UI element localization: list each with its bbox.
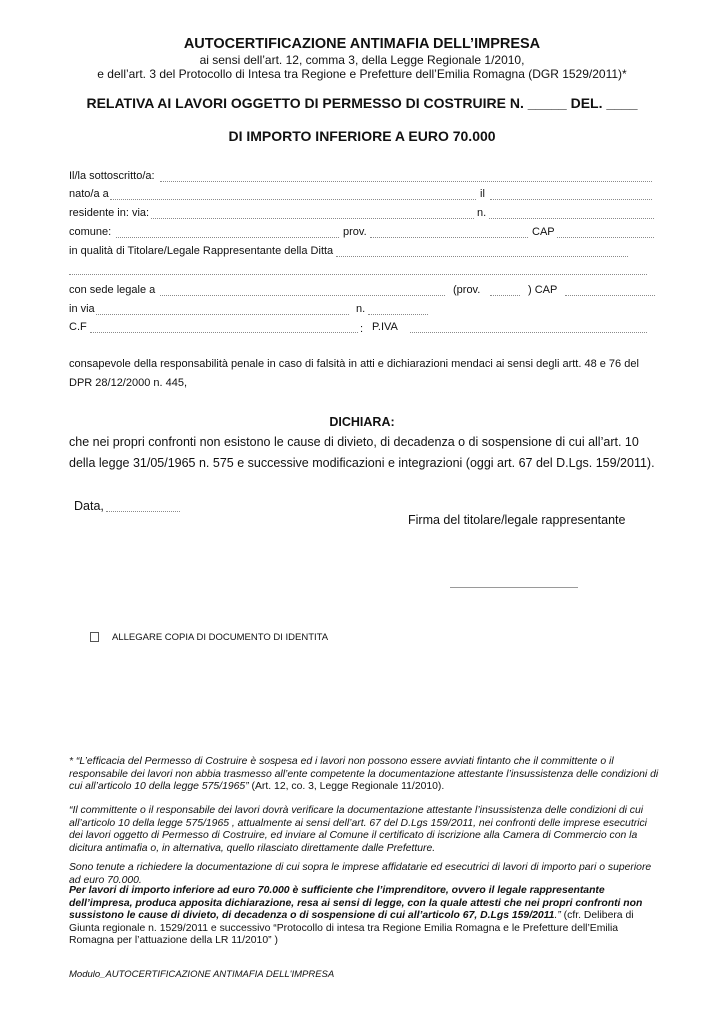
label-cf: C.F	[69, 321, 87, 333]
attachment-checkbox[interactable]	[90, 632, 99, 645]
field-ditta-continued[interactable]	[69, 274, 647, 275]
field-via-sede[interactable]	[96, 314, 349, 315]
field-data[interactable]	[106, 511, 180, 512]
label-qualita: in qualità di Titolare/Legale Rappresentante della Ditta	[69, 245, 334, 257]
note-imprese: Sono tenute a richiedere la documentazione di cui sopra le imprese affidatarie ed esecutrici di lavori di importo pari o superiore ad euro 70.000.	[69, 862, 652, 886]
field-comune[interactable]	[116, 237, 339, 238]
field-luogo-nascita[interactable]	[110, 199, 476, 200]
permit-title: RELATIVA AI LAVORI OGGETTO DI PERMESSO DI COSTRUIRE N. _____ DEL. ____	[86, 95, 638, 111]
attachment-note: ALLEGARE COPIA DI DOCUMENTO DI IDENTITA	[112, 632, 329, 643]
field-data-nascita[interactable]	[490, 199, 652, 200]
field-via-residenza[interactable]	[151, 218, 474, 219]
field-codice-fiscale[interactable]	[90, 332, 358, 333]
label-cap-sede: ) CAP	[528, 284, 558, 296]
label-sottoscritto: Il/la sottoscritto/a:	[69, 170, 155, 182]
field-numero-sede[interactable]	[368, 314, 428, 315]
declaration-heading: DICHIARA:	[329, 415, 395, 429]
legal-reference-2: e dell’art. 3 del Protocollo di Intesa tra Regione e Prefetture dell’Emilia Romagna (DGR 1529/2011)*	[97, 67, 627, 81]
label-piva: P.IVA	[372, 321, 398, 333]
signature-label: Firma del titolare/legale rappresentante	[408, 513, 626, 527]
separator-colon: :	[360, 323, 364, 335]
label-prov: prov.	[343, 226, 367, 238]
field-prov-sede[interactable]	[490, 295, 520, 296]
legal-reference-1: ai sensi dell’art. 12, comma 3, della Legge Regionale 1/2010,	[199, 53, 525, 67]
label-il: il	[480, 188, 485, 200]
label-numero: n.	[477, 207, 487, 219]
note-committente: “Il committente o il responsabile dei lavori dovrà verificare la documentazione attestante l’insussistenza delle condizioni di cui all’articolo 10 della legge 575/1965 , attualmente ai sensi dell’art. 67 del D.Lgs 159/2011, nei confronti delle imprese esecutrici dei lavori oggetto di Permesso di Costruire, ed inviare al Comune il certificato di iscrizione alla Camera di Commercio con la dicitura antimafia o, in alternativa, quello rilasciato direttamente dalle Prefetture.	[69, 805, 647, 854]
field-sede-legale[interactable]	[160, 295, 445, 296]
label-numero-sede: n.	[356, 303, 366, 315]
label-residente: residente in: via:	[69, 207, 150, 219]
declaration-text: che nei propri confronti non esistono le cause di divieto, di decadenza o di sospensione di cui all’art. 10 della legge 31/05/1965 n. 575 e successive modificazioni e integrazioni (oggi art. 67 del D.Lgs. 159/2011).	[69, 435, 655, 470]
field-cap[interactable]	[557, 237, 654, 238]
field-ditta[interactable]	[336, 256, 628, 257]
label-prov-sede: (prov.	[453, 284, 481, 296]
responsibility-statement: consapevole della responsabilità penale in caso di falsità in atti e dichiarazioni mendaci ai sensi degli artt. 48 e 76 del DPR 28/12/2000 n. 445,	[69, 358, 639, 389]
label-comune: comune:	[69, 226, 112, 238]
label-sede: con sede legale a	[69, 284, 156, 296]
note-importo-inferiore: Per lavori di importo inferiore ad euro 70.000 è sufficiente che l’imprenditore, ovvero il legale rappresentante dell’impresa, produca apposita dichiarazione, resa ai sensi di legge, con la quale attesti che nei propri confronti non sussistono le cause di divieto, di decadenza o di sospensione di cui all’articolo 67, D.Lgs 159/2011.” (cfr. Delibera di Giunta regionale n. 1529/2011 e successivo “Protocollo di intesa tra Regione Emilia Romagna e le Prefetture dell’Emilia Romagna per l’attuazione della LR 11/2010” )	[69, 885, 643, 947]
note-efficacia: * “L’efficacia del Permesso di Costruire è sospesa ed i lavori non possono essere avviati fintanto che il committente o il responsabile dei lavori non abbia trasmesso all’ente competente la documentazione attestante l’insussistenza delle condizioni di cui all’articolo 10 della legge 575/1965” (Art. 12, co. 3, Legge Regionale 11/2010).	[69, 756, 659, 793]
label-data: Data,	[74, 499, 104, 513]
field-prov[interactable]	[370, 237, 528, 238]
label-cap: CAP	[532, 226, 555, 238]
field-firma[interactable]	[450, 587, 578, 588]
page-footer: Modulo_AUTOCERTIFICAZIONE ANTIMAFIA DELL'IMPRESA	[69, 969, 335, 980]
field-cap-sede[interactable]	[565, 295, 655, 296]
field-numero-residenza[interactable]	[489, 218, 654, 219]
label-nato: nato/a a	[69, 188, 109, 200]
document-title: AUTOCERTIFICAZIONE ANTIMAFIA DELL’IMPRESA	[183, 36, 541, 52]
field-sottoscritto[interactable]	[160, 181, 652, 182]
field-partita-iva[interactable]	[410, 332, 647, 333]
amount-title: DI IMPORTO INFERIORE A EURO 70.000	[228, 128, 496, 144]
label-in-via: in via	[69, 303, 95, 315]
